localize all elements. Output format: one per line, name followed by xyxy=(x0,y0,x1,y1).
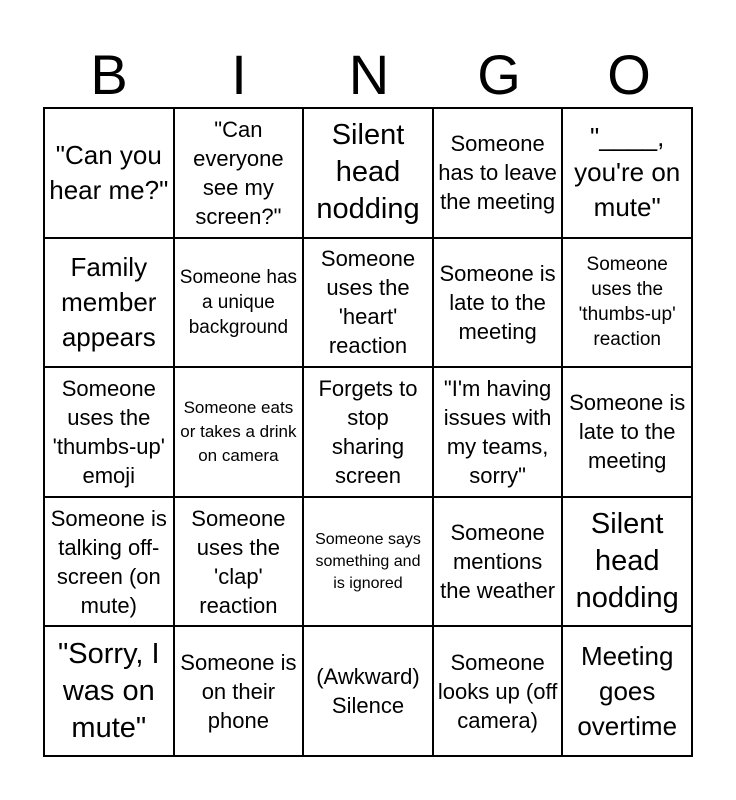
cell-text: Meeting goes overtime xyxy=(577,640,678,741)
cell-text: Family member appears xyxy=(61,251,157,352)
cell-text: "Can you hear me?" xyxy=(49,139,169,205)
cell-text: Someone uses the 'heart' reaction xyxy=(320,246,416,359)
cell-text: Someone is late to the meeting xyxy=(439,260,556,344)
cell-text: Someone is on their phone xyxy=(180,649,297,733)
bingo-cell-r1c2[interactable] xyxy=(175,109,305,239)
header-letter-b: B xyxy=(90,43,128,106)
bingo-cell-r4c4[interactable] xyxy=(434,498,564,628)
bingo-cell-r4c2[interactable] xyxy=(175,498,305,628)
cell-text: Someone uses the 'thumbs-up' emoji xyxy=(52,375,165,488)
cell-text: "Can everyone see my screen?" xyxy=(193,116,284,229)
bingo-cell-r1c1[interactable] xyxy=(45,109,175,239)
bingo-cell-r4c3[interactable] xyxy=(304,498,434,628)
cell-text: Someone is late to the meeting xyxy=(569,390,686,474)
bingo-cell-r5c5[interactable] xyxy=(563,627,693,757)
cell-text: Someone has a unique background xyxy=(179,266,298,338)
bingo-header xyxy=(44,44,694,106)
cell-text: Someone eats or takes a drink on camera xyxy=(180,397,297,465)
bingo-cell-r4c5[interactable] xyxy=(563,498,693,628)
bingo-card-grid xyxy=(43,107,693,757)
cell-text: Someone has to leave the meeting xyxy=(438,131,557,215)
bingo-cell-r3c4[interactable] xyxy=(434,368,564,498)
cell-text: Someone says something and is ignored xyxy=(315,530,421,592)
cell-text: Someone mentions the weather xyxy=(440,520,556,604)
bingo-cell-r3c1[interactable] xyxy=(45,368,175,498)
cell-text: "Sorry, I was on mute" xyxy=(57,637,160,744)
bingo-cell-r3c5[interactable] xyxy=(563,368,693,498)
cell-text: Someone uses the 'clap' reaction xyxy=(191,505,286,618)
header-letter-i: I xyxy=(231,43,247,106)
header-letter-n: N xyxy=(348,43,390,106)
cell-text: Someone looks up (off camera) xyxy=(437,649,558,733)
bingo-cell-r1c4[interactable] xyxy=(434,109,564,239)
bingo-cell-r2c3[interactable] xyxy=(304,239,434,369)
bingo-cell-r2c4[interactable] xyxy=(434,239,564,369)
cell-text: Someone is talking off-screen (on mute) xyxy=(50,505,167,618)
bingo-cell-r2c1[interactable] xyxy=(45,239,175,369)
bingo-cell-r5c4[interactable] xyxy=(434,627,564,757)
cell-text: Silent head nodding xyxy=(316,119,420,226)
bingo-cell-r5c1[interactable] xyxy=(45,627,175,757)
bingo-cell-r3c3[interactable] xyxy=(304,368,434,498)
bingo-cell-r4c1[interactable] xyxy=(45,498,175,628)
bingo-cell-r5c3[interactable] xyxy=(304,627,434,757)
bingo-cell-r1c5[interactable] xyxy=(563,109,693,239)
bingo-cell-r3c2[interactable] xyxy=(175,368,305,498)
bingo-cell-r5c2[interactable] xyxy=(175,627,305,757)
cell-text: Forgets to stop sharing screen xyxy=(318,375,418,488)
header-letter-o: O xyxy=(607,43,651,106)
cell-text: (Awkward) Silence xyxy=(316,664,420,719)
cell-text: "I'm having issues with my teams, sorry" xyxy=(443,375,552,488)
cell-text: Someone uses the 'thumbs-up' reaction xyxy=(578,254,676,351)
cell-text: Silent head nodding xyxy=(575,508,679,615)
header-letter-g: G xyxy=(477,43,521,106)
bingo-cell-r1c3[interactable] xyxy=(304,109,434,239)
bingo-cell-r2c2[interactable] xyxy=(175,239,305,369)
cell-text: "____, you're on mute" xyxy=(574,122,681,223)
bingo-cell-r2c5[interactable] xyxy=(563,239,693,369)
